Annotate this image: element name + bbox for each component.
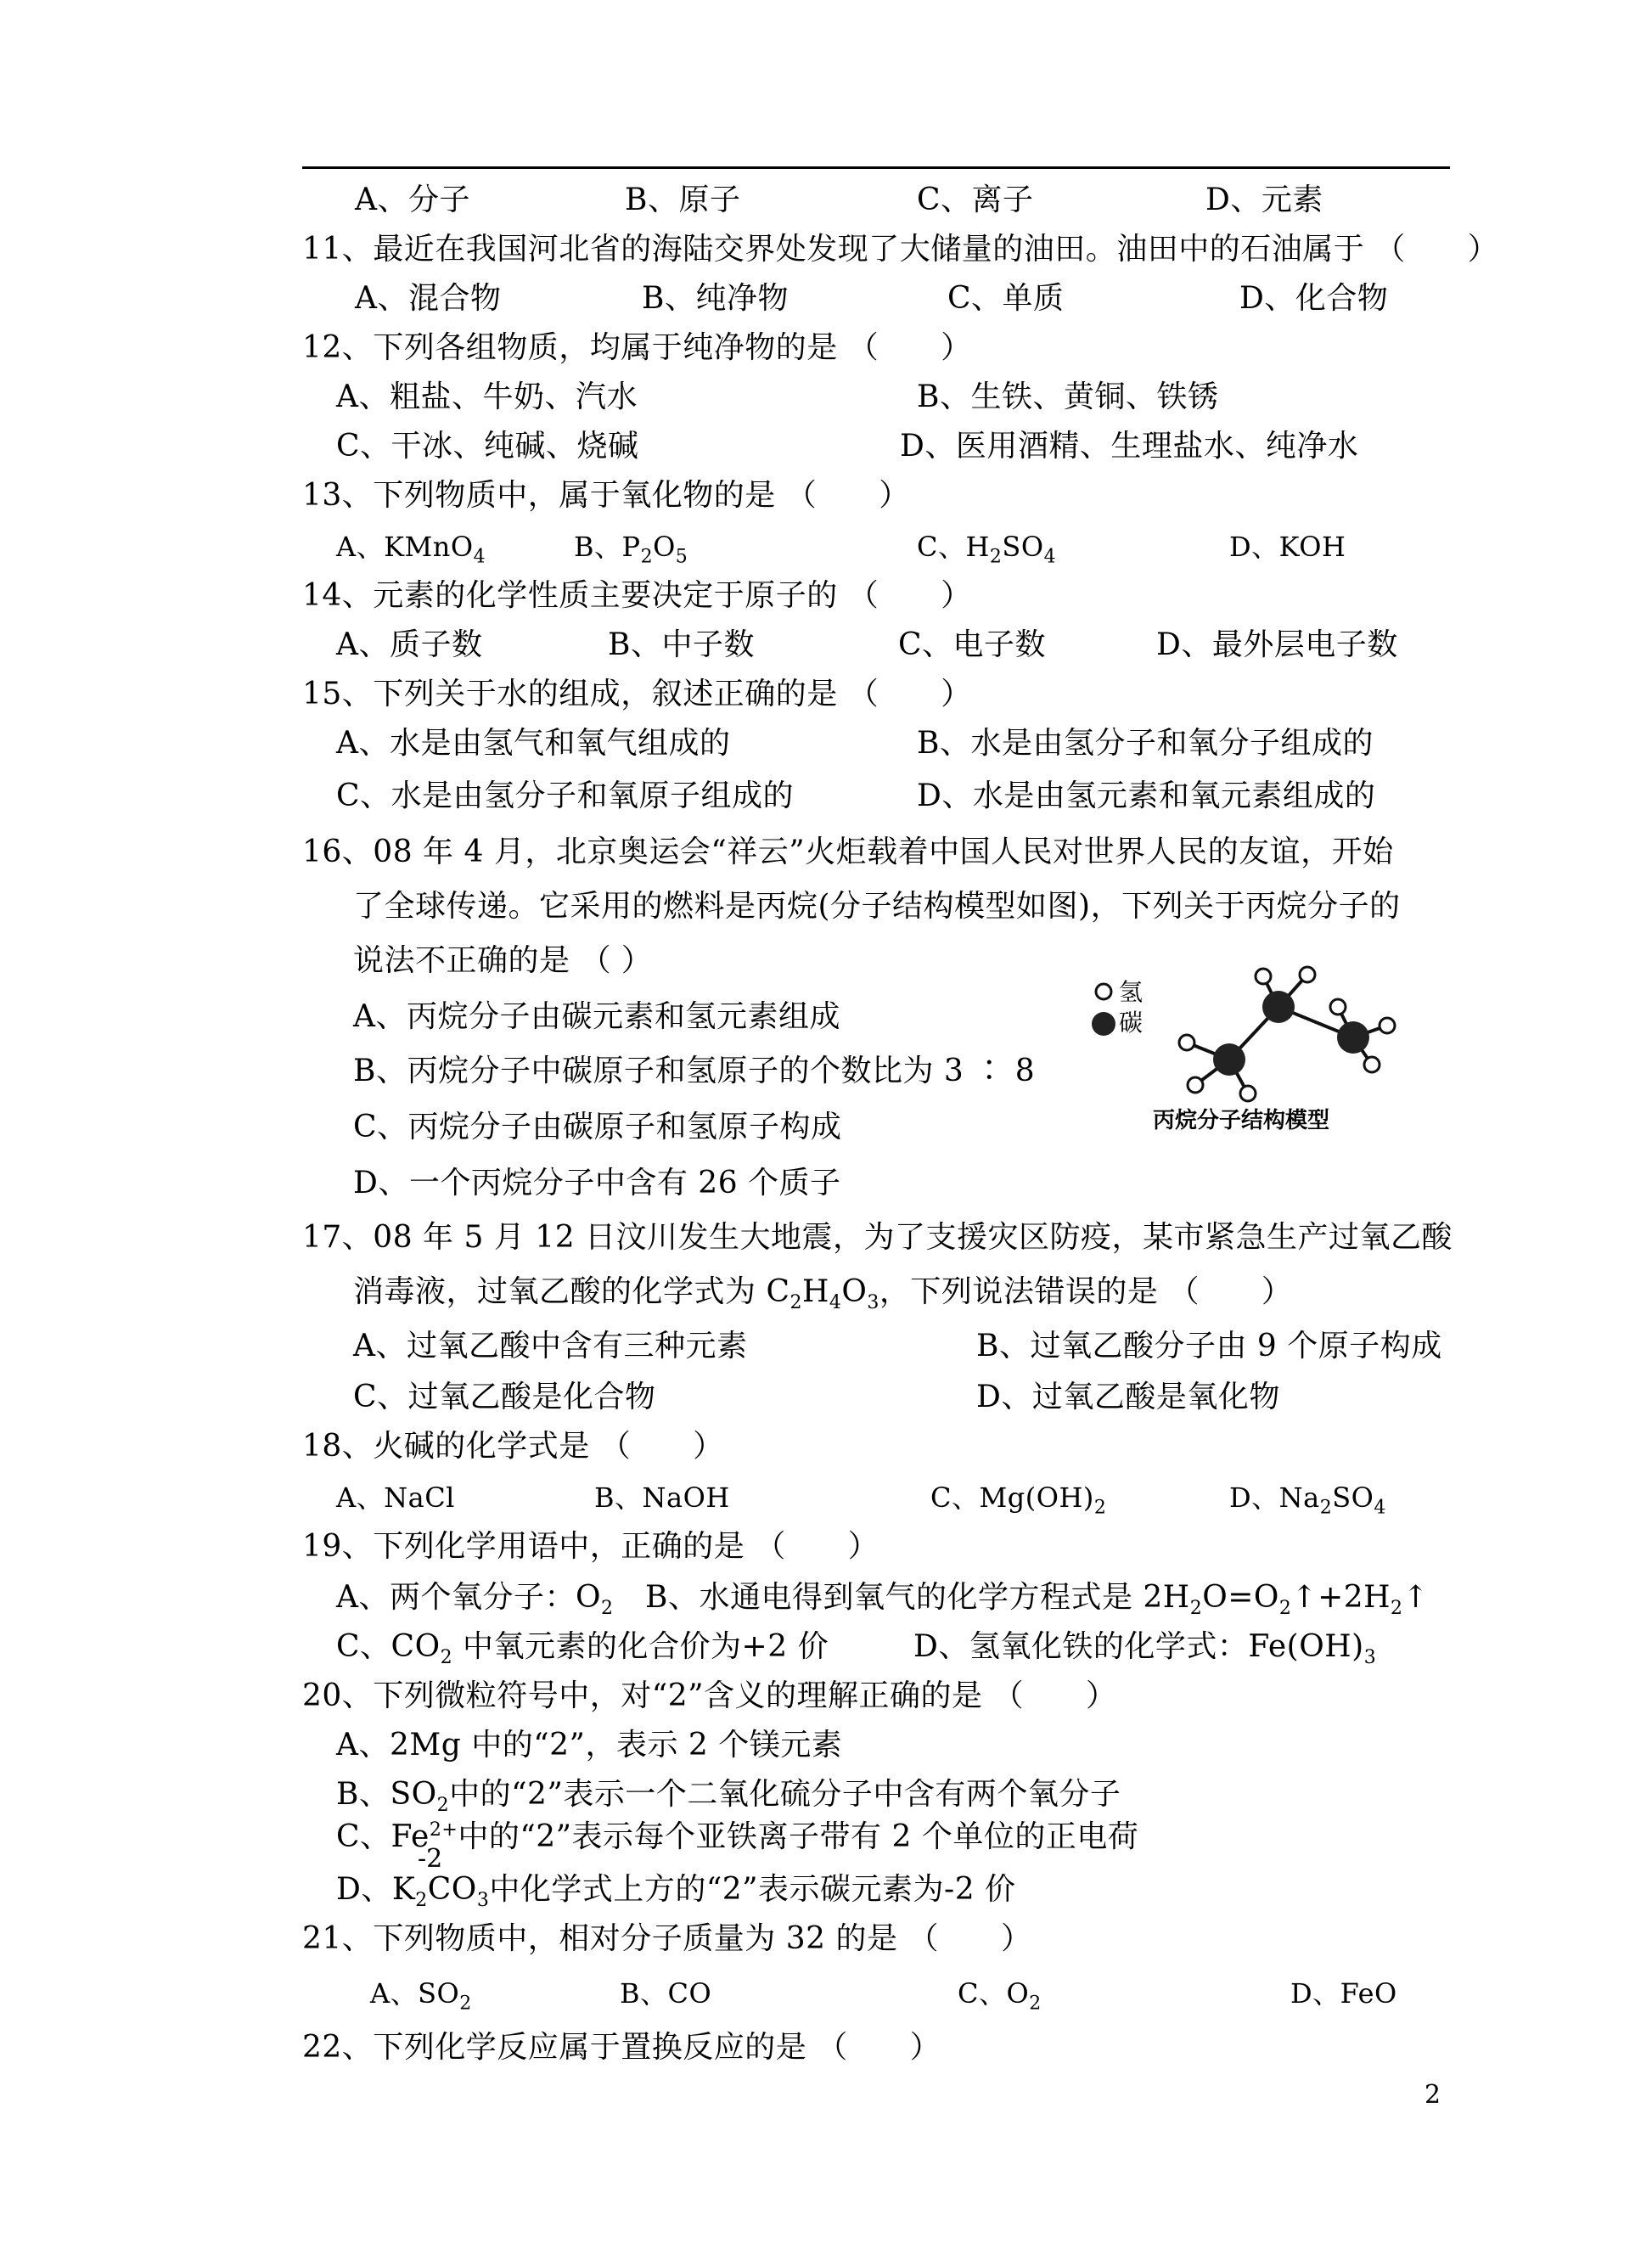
q18-option-b: B、NaOH xyxy=(594,1481,730,1514)
q18-option-c: C、$Mg(OH)_2$ xyxy=(930,1481,1107,1519)
q12-option-b: B、生铁、黄铜、铁锈 xyxy=(917,379,1219,414)
legend-hydrogen-marker xyxy=(1096,984,1111,999)
q17-stem-line1: 17、08 年 5 月 12 日汶川发生大地震，为了支援灾区防疫，某市紧急生产过氧乙酸 xyxy=(302,1220,1453,1255)
q16-stem-line1: 16、08 年 4 月，北京奥运会“祥云”火炬载着中国人民对世界人民的友谊，开始 xyxy=(302,835,1394,869)
q21-option-a: A、$SO_2$ xyxy=(370,1977,472,2015)
q17-option-a: A、过氧乙酸中含有三种元素 xyxy=(353,1329,748,1363)
q14-option-c: C、电子数 xyxy=(898,627,1047,662)
q16-option-b: B、丙烷分子中碳原子和氢原子的个数比为 3 ∶ 8 xyxy=(353,1054,1036,1088)
q13-option-b: B、$P_2O_5$ xyxy=(574,531,688,568)
q18-option-d: D、$Na_2SO_4$ xyxy=(1229,1481,1386,1519)
q18-stem: 18、火碱的化学式是 （ ） xyxy=(302,1429,724,1464)
q10-option-c: C、离子 xyxy=(917,183,1034,217)
header-rule xyxy=(302,166,1450,169)
q20-option-b: B、$SO_2$中的“2”表示一个二氧化硫分子中含有两个氧分子 xyxy=(336,1777,1121,1817)
hydrogen-atom xyxy=(1188,1077,1203,1093)
q14-stem: 14、元素的化学性质主要决定于原子的 （ ） xyxy=(302,578,972,613)
carbon-atom-3 xyxy=(1337,1021,1369,1054)
q17-option-d: D、过氧乙酸是氧化物 xyxy=(976,1380,1280,1414)
q14-option-d: D、最外层电子数 xyxy=(1156,627,1398,662)
q20-stem: 20、下列微粒符号中，对“2”含义的理解正确的是 （ ） xyxy=(302,1678,1117,1713)
page-number: 2 xyxy=(1424,2080,1441,2110)
q19-option-d: D、氢氧化铁的化学式：$Fe(OH)_3$ xyxy=(913,1629,1377,1669)
q17-stem-line2: 消毒液，过氧乙酸的化学式为 $C_2H_4O_3$，下列说法错误的是 （ ） xyxy=(353,1274,1293,1314)
q16-option-a: A、丙烷分子由碳元素和氢元素组成 xyxy=(353,999,840,1034)
q13-option-d: D、KOH xyxy=(1229,531,1346,563)
figure-caption: 丙烷分子结构模型 xyxy=(1153,1108,1330,1133)
q14-option-b: B、中子数 xyxy=(608,627,755,662)
q21-option-b: B、CO xyxy=(620,1977,712,2010)
q13-stem: 13、下列物质中，属于氧化物的是 （ ） xyxy=(302,478,910,513)
legend-carbon-label: 碳 xyxy=(1119,1009,1143,1037)
q10-option-d: D、元素 xyxy=(1205,183,1323,217)
q10-option-b: B、原子 xyxy=(625,183,741,217)
q12-option-a: A、粗盐、牛奶、汽水 xyxy=(336,379,638,414)
hydrogen-atom xyxy=(1330,999,1346,1015)
hydrogen-atom xyxy=(1179,1035,1194,1050)
q20-option-d: D、$K_2CO_3$中化学式上方的“2”表示碳元素为-2 价 xyxy=(336,1872,1016,1912)
q21-option-c: C、$O_2$ xyxy=(958,1977,1042,2015)
q13-option-a: A、KMnO$_4$ xyxy=(336,531,486,568)
hydrogen-atom xyxy=(1379,1018,1395,1033)
hydrogen-atom xyxy=(1256,969,1271,984)
q16-stem-line3: 说法不正确的是 （ ） xyxy=(353,943,653,978)
q17-option-c: C、过氧乙酸是化合物 xyxy=(353,1380,656,1414)
q19-option-c: C、$CO_2$ 中氧元素的化合价为+2 价 xyxy=(336,1629,829,1669)
q15-option-b: B、水是由氢分子和氧分子组成的 xyxy=(917,726,1374,761)
q11-option-a: A、混合物 xyxy=(355,281,502,316)
carbon-atom-1 xyxy=(1213,1043,1245,1076)
q13-option-c: C、$H_2SO_4$ xyxy=(917,531,1057,568)
q21-option-d: D、FeO xyxy=(1290,1977,1397,2010)
q11-option-d: D、化合物 xyxy=(1239,281,1389,316)
q19-option-a: A、两个氧分子：$O_2$ xyxy=(336,1580,614,1620)
q16-stem-line2: 了全球传递。它采用的燃料是丙烷(分子结构模型如图)，下列关于丙烷分子的 xyxy=(353,889,1401,924)
q19-stem: 19、下列化学用语中，正确的是 （ ） xyxy=(302,1529,879,1564)
q12-option-d: D、医用酒精、生理盐水、纯净水 xyxy=(900,429,1359,464)
q16-option-d: D、一个丙烷分子中含有 26 个质子 xyxy=(353,1166,841,1200)
q15-option-a: A、水是由氢气和氧气组成的 xyxy=(336,726,731,761)
hydrogen-atom xyxy=(1240,1086,1256,1101)
q15-stem: 15、下列关于水的组成，叙述正确的是 （ ） xyxy=(302,677,972,711)
q15-option-d: D、水是由氢元素和氧元素组成的 xyxy=(917,779,1376,813)
q20-option-c: C、$Fe^{2+}$中的“2”表示每个亚铁离子带有 2 个单位的正电荷 xyxy=(336,1819,1139,1854)
q22-stem: 22、下列化学反应属于置换反应的是 （ ） xyxy=(302,2030,941,2065)
legend-carbon-marker xyxy=(1092,1012,1115,1036)
q10-option-a: A、分子 xyxy=(355,183,470,217)
q12-option-c: C、干冰、纯碱、烧碱 xyxy=(336,429,639,464)
q21-stem: 21、下列物质中，相对分子质量为 32 的是 （ ） xyxy=(302,1921,1032,1956)
q20-valence-mark: -2 xyxy=(418,1844,443,1874)
q16-option-c: C、丙烷分子由碳原子和氢原子构成 xyxy=(353,1110,842,1144)
hydrogen-atom xyxy=(1300,967,1315,982)
propane-model-figure xyxy=(1085,958,1424,1136)
q20-option-a: A、2Mg 中的“2”，表示 2 个镁元素 xyxy=(336,1728,843,1762)
hydrogen-atom xyxy=(1364,1057,1379,1072)
q12-stem: 12、下列各组物质，均属于纯净物的是 （ ） xyxy=(302,330,972,365)
q15-option-c: C、水是由氢分子和氧原子组成的 xyxy=(336,779,795,813)
carbon-atom-2 xyxy=(1262,991,1295,1023)
q17-option-b: B、过氧乙酸分子由 9 个原子构成 xyxy=(976,1329,1442,1363)
q19-option-b: B、水通电得到氧气的化学方程式是 $2H_2O=O_2↑+2H_2↑$ xyxy=(645,1580,1430,1620)
q18-option-a: A、NaCl xyxy=(336,1481,455,1514)
q11-option-b: B、纯净物 xyxy=(642,281,789,316)
q14-option-a: A、质子数 xyxy=(336,627,483,662)
q11-option-c: C、单质 xyxy=(947,281,1065,316)
q11-stem: 11、最近在我国河北省的海陆交界处发现了大储量的油田。油田中的石油属于 （ ） xyxy=(302,232,1499,267)
legend-hydrogen-label: 氢 xyxy=(1119,978,1143,1006)
